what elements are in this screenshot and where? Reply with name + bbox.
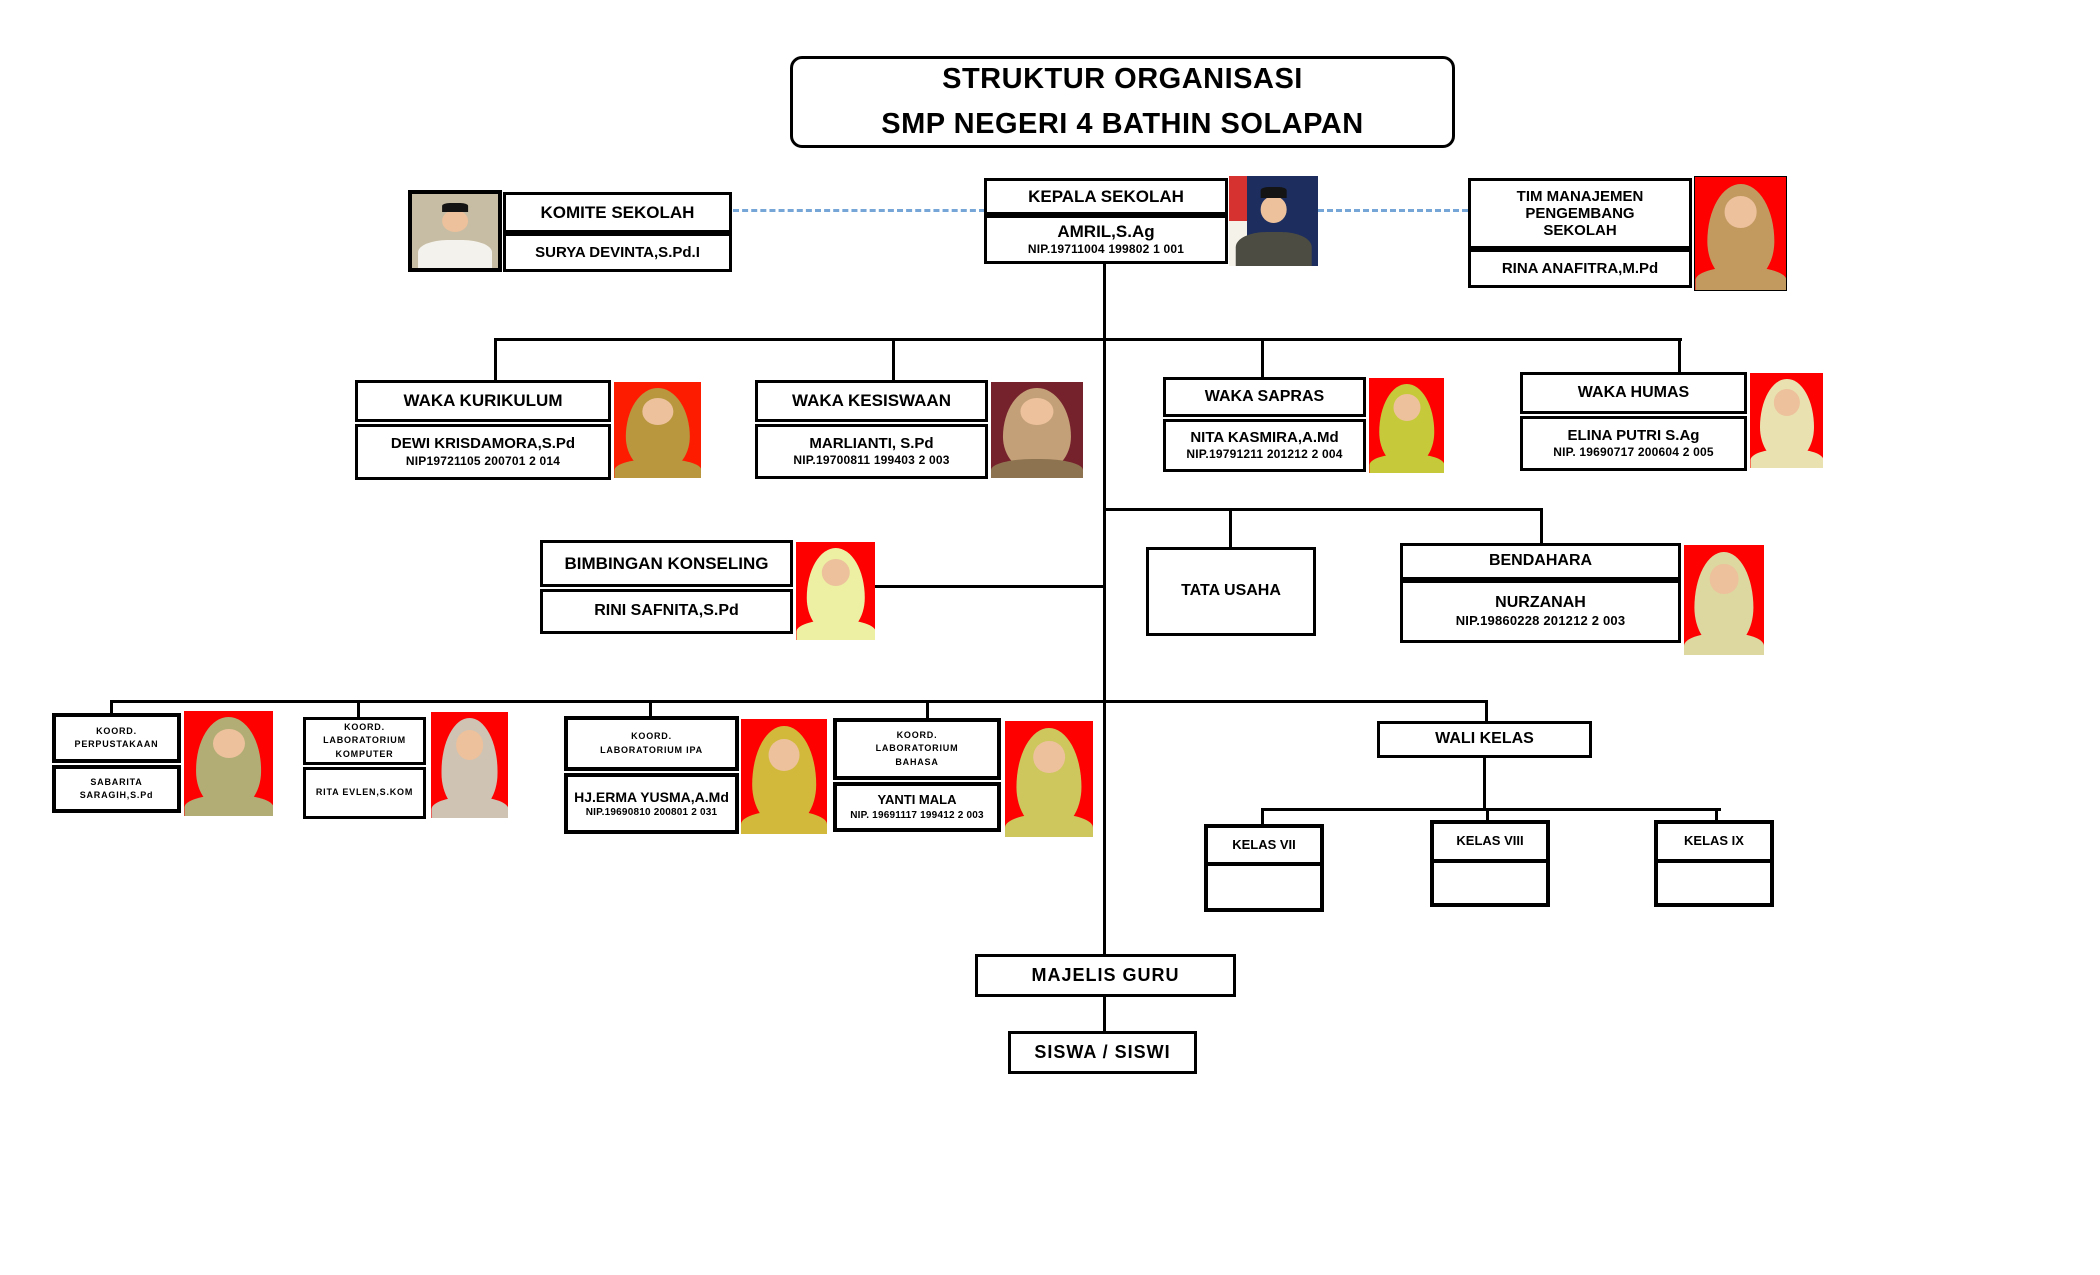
majelis-guru-box xyxy=(975,954,1236,997)
waka-kurikulum-photo xyxy=(614,382,701,478)
waka-sapras-nip-label: NIP.19791211 201212 2 004 xyxy=(1186,447,1343,462)
waka-kesiswaan-name-label: MARLIANTI, S.Pd xyxy=(809,434,934,452)
connector-stub-perpustakaan xyxy=(110,700,113,714)
bimbingan-konseling-name-box xyxy=(540,589,793,634)
connector-central-vertical xyxy=(1103,338,1106,954)
koord-lab-bahasa-nip-label: NIP. 19691117 199412 2 003 xyxy=(850,809,984,821)
tim-manajemen-photo xyxy=(1694,176,1787,291)
majelis-guru-label: MAJELIS GURU xyxy=(1031,965,1180,986)
bendahara-photo xyxy=(1684,545,1764,655)
kelas-viii-label: KELAS VIII xyxy=(1456,833,1524,849)
koord-lab-ipa-name-label: HJ.ERMA YUSMA,A.Md xyxy=(574,788,729,805)
waka-kurikulum-role-box xyxy=(355,380,611,422)
photo-cap-shape xyxy=(1260,187,1287,199)
kelas-vii-empty-box xyxy=(1204,862,1324,912)
koord-lab-komputer-name-label: RITA EVLEN,S.KOM xyxy=(315,787,414,798)
bimbingan-konseling-role-label: BIMBINGAN KONSELING xyxy=(564,553,769,573)
kelas-ix-label-box xyxy=(1654,820,1774,863)
photo-body-shape xyxy=(431,797,508,818)
wali-kelas-label: WALI KELAS xyxy=(1435,730,1534,748)
photo-face-shape xyxy=(456,730,484,760)
connector-stub-kelas-vii xyxy=(1261,808,1264,825)
bimbingan-konseling-role-box xyxy=(540,540,793,587)
waka-humas-name-label: ELINA PUTRI S.Ag xyxy=(1567,426,1700,444)
connector-komite-kepala-dashed xyxy=(733,209,985,212)
bimbingan-konseling-name-label: RINI SAFNITA,S.Pd xyxy=(594,602,739,620)
koord-lab-bahasa-role-label: KOORD. LABORATORIUM BAHASA xyxy=(875,729,959,767)
connector-kelas-horizontal xyxy=(1261,808,1721,811)
koord-lab-komputer-role-box xyxy=(303,717,426,765)
connector-waka-horizontal xyxy=(494,338,1682,341)
photo-face-shape xyxy=(1033,741,1065,773)
kelas-vii-label-box xyxy=(1204,824,1324,866)
waka-sapras-name-box xyxy=(1163,419,1366,472)
waka-humas-photo xyxy=(1750,373,1823,468)
siswa-siswi-box xyxy=(1008,1031,1197,1074)
koord-perpustakaan-role-label: KOORD. PERPUSTAKAAN xyxy=(74,725,159,749)
photo-body-shape xyxy=(741,811,827,834)
chart-title-line1: STRUKTUR ORGANISASI xyxy=(942,63,1303,96)
waka-humas-role-label: WAKA HUMAS xyxy=(1577,383,1690,401)
koord-lab-ipa-nip-label: NIP.19690810 200801 2 031 xyxy=(585,806,718,818)
photo-body-shape xyxy=(614,459,701,478)
koord-lab-bahasa-name-box xyxy=(833,782,1001,832)
tim-manajemen-name-box xyxy=(1468,249,1692,288)
waka-sapras-name-label: NITA KASMIRA,A.Md xyxy=(1190,428,1339,446)
tim-manajemen-role-label: TIM MANAJEMEN PENGEMBANG SEKOLAH xyxy=(1516,187,1644,240)
kelas-ix-label: KELAS IX xyxy=(1684,833,1744,849)
tata-usaha-box xyxy=(1146,547,1316,636)
waka-kurikulum-role-label: WAKA KURIKULUM xyxy=(403,391,563,411)
koord-lab-ipa-photo xyxy=(741,719,827,834)
photo-face-shape xyxy=(442,210,468,232)
connector-stub-kesiswaan xyxy=(892,338,895,380)
koord-lab-komputer-role-label: KOORD. LABORATORIUM KOMPUTER xyxy=(323,721,406,759)
connector-stub-wali-kelas xyxy=(1485,700,1488,722)
kelas-vii-label: KELAS VII xyxy=(1232,836,1296,852)
bendahara-role-box xyxy=(1400,543,1681,580)
waka-kesiswaan-photo xyxy=(991,382,1083,478)
connector-bk-horizontal xyxy=(875,585,1103,588)
connector-stub-lab-ipa xyxy=(649,700,652,717)
photo-face-shape xyxy=(1724,196,1757,228)
connector-stub-tata-usaha xyxy=(1229,508,1232,547)
photo-body-shape xyxy=(184,795,273,816)
connector-wali-kelas-down xyxy=(1483,758,1486,809)
connector-tu-bendahara-horizontal xyxy=(1103,508,1543,511)
koord-lab-ipa-role-box xyxy=(564,716,739,771)
bimbingan-konseling-photo xyxy=(796,542,875,640)
photo-body-shape xyxy=(1235,232,1312,266)
waka-kurikulum-nip-label: NIP19721105 200701 2 014 xyxy=(405,453,561,468)
koord-lab-ipa-name-box xyxy=(564,773,739,834)
kelas-viii-empty-box xyxy=(1430,859,1550,907)
waka-humas-nip-label: NIP. 19690717 200604 2 005 xyxy=(1553,445,1714,460)
komite-name-label: SURYA DEVINTA,S.Pd.I xyxy=(535,243,700,261)
photo-body-shape xyxy=(796,620,875,640)
bendahara-name-box xyxy=(1400,580,1681,643)
komite-role-label: KOMITE SEKOLAH xyxy=(540,202,695,222)
wali-kelas-box xyxy=(1377,721,1592,758)
kelas-ix-empty-box xyxy=(1654,859,1774,907)
photo-face-shape xyxy=(1393,394,1420,421)
koord-lab-bahasa-name-label: YANTI MALA xyxy=(877,791,957,807)
kepala-photo xyxy=(1229,176,1318,266)
connector-stub-humas xyxy=(1678,338,1681,372)
waka-humas-name-box xyxy=(1520,416,1747,471)
koord-lab-bahasa-photo xyxy=(1005,721,1093,837)
komite-role-box xyxy=(503,192,732,233)
siswa-siswi-label: SISWA / SISWI xyxy=(1034,1042,1171,1063)
kepala-nip-label: NIP.19711004 199802 1 001 xyxy=(1027,242,1185,257)
photo-face-shape xyxy=(1710,564,1739,595)
connector-stub-kurikulum xyxy=(494,338,497,380)
waka-kurikulum-name-box xyxy=(355,424,611,480)
photo-body-shape xyxy=(1750,449,1823,468)
waka-kesiswaan-role-label: WAKA KESISWAAN xyxy=(792,391,951,411)
koord-lab-bahasa-role-box xyxy=(833,718,1001,780)
connector-kepala-down xyxy=(1103,263,1106,338)
waka-humas-role-box xyxy=(1520,372,1747,414)
tim-manajemen-name-label: RINA ANAFITRA,M.Pd xyxy=(1501,259,1659,277)
photo-body-shape xyxy=(1005,814,1093,837)
photo-body-shape xyxy=(1695,267,1786,291)
kepala-name-box xyxy=(984,215,1228,264)
photo-cap-shape xyxy=(442,203,468,213)
koord-perpustakaan-name-box xyxy=(52,765,181,813)
tata-usaha-label: TATA USAHA xyxy=(1181,582,1281,600)
connector-stub-bendahara xyxy=(1540,508,1543,545)
photo-face-shape xyxy=(1260,196,1287,223)
photo-body-shape xyxy=(991,459,1083,478)
tim-manajemen-role-box xyxy=(1468,178,1692,249)
connector-kepala-tim-dashed xyxy=(1318,209,1468,212)
photo-face-shape xyxy=(1773,389,1799,416)
koord-lab-ipa-role-label: KOORD. LABORATORIUM IPA xyxy=(600,731,703,755)
connector-majelis-siswa xyxy=(1103,997,1106,1031)
bendahara-nip-label: NIP.19860228 201212 2 003 xyxy=(1455,613,1626,629)
kelas-viii-label-box xyxy=(1430,820,1550,863)
connector-stub-sapras xyxy=(1261,338,1264,377)
koord-lab-komputer-name-box xyxy=(303,767,426,819)
koord-perpustakaan-role-box xyxy=(52,713,181,763)
photo-body-shape xyxy=(418,240,492,271)
connector-koordinator-horizontal xyxy=(110,700,1488,703)
waka-sapras-photo xyxy=(1369,378,1444,473)
kepala-role-box xyxy=(984,178,1228,215)
waka-kesiswaan-name-box xyxy=(755,424,988,479)
chart-title-box xyxy=(790,56,1455,148)
bendahara-name-label: NURZANAH xyxy=(1495,593,1586,611)
connector-stub-lab-bahasa xyxy=(926,700,929,719)
waka-kurikulum-name-label: DEWI KRISDAMORA,S.Pd xyxy=(390,435,576,453)
chart-title-line2: SMP NEGERI 4 BATHIN SOLAPAN xyxy=(881,108,1364,140)
photo-face-shape xyxy=(769,739,800,771)
koord-lab-komputer-photo xyxy=(431,712,508,818)
photo-face-shape xyxy=(642,398,673,425)
waka-kesiswaan-role-box xyxy=(755,380,988,422)
photo-face-shape xyxy=(1020,398,1053,425)
komite-name-box xyxy=(503,233,732,272)
kepala-name-label: AMRIL,S.Ag xyxy=(1057,221,1155,241)
koord-perpustakaan-photo xyxy=(184,711,273,816)
kepala-role-label: KEPALA SEKOLAH xyxy=(1028,186,1184,206)
bendahara-role-label: BENDAHARA xyxy=(1488,552,1593,570)
waka-sapras-role-box xyxy=(1163,377,1366,417)
waka-sapras-role-label: WAKA SAPRAS xyxy=(1204,387,1325,405)
koord-perpustakaan-name-label: SABARITA SARAGIH,S.Pd xyxy=(79,776,154,800)
photo-body-shape xyxy=(1684,633,1764,655)
photo-body-shape xyxy=(1369,454,1444,473)
connector-stub-lab-komputer xyxy=(357,700,360,718)
komite-photo xyxy=(408,190,502,272)
waka-kesiswaan-nip-label: NIP.19700811 199403 2 003 xyxy=(793,453,950,468)
